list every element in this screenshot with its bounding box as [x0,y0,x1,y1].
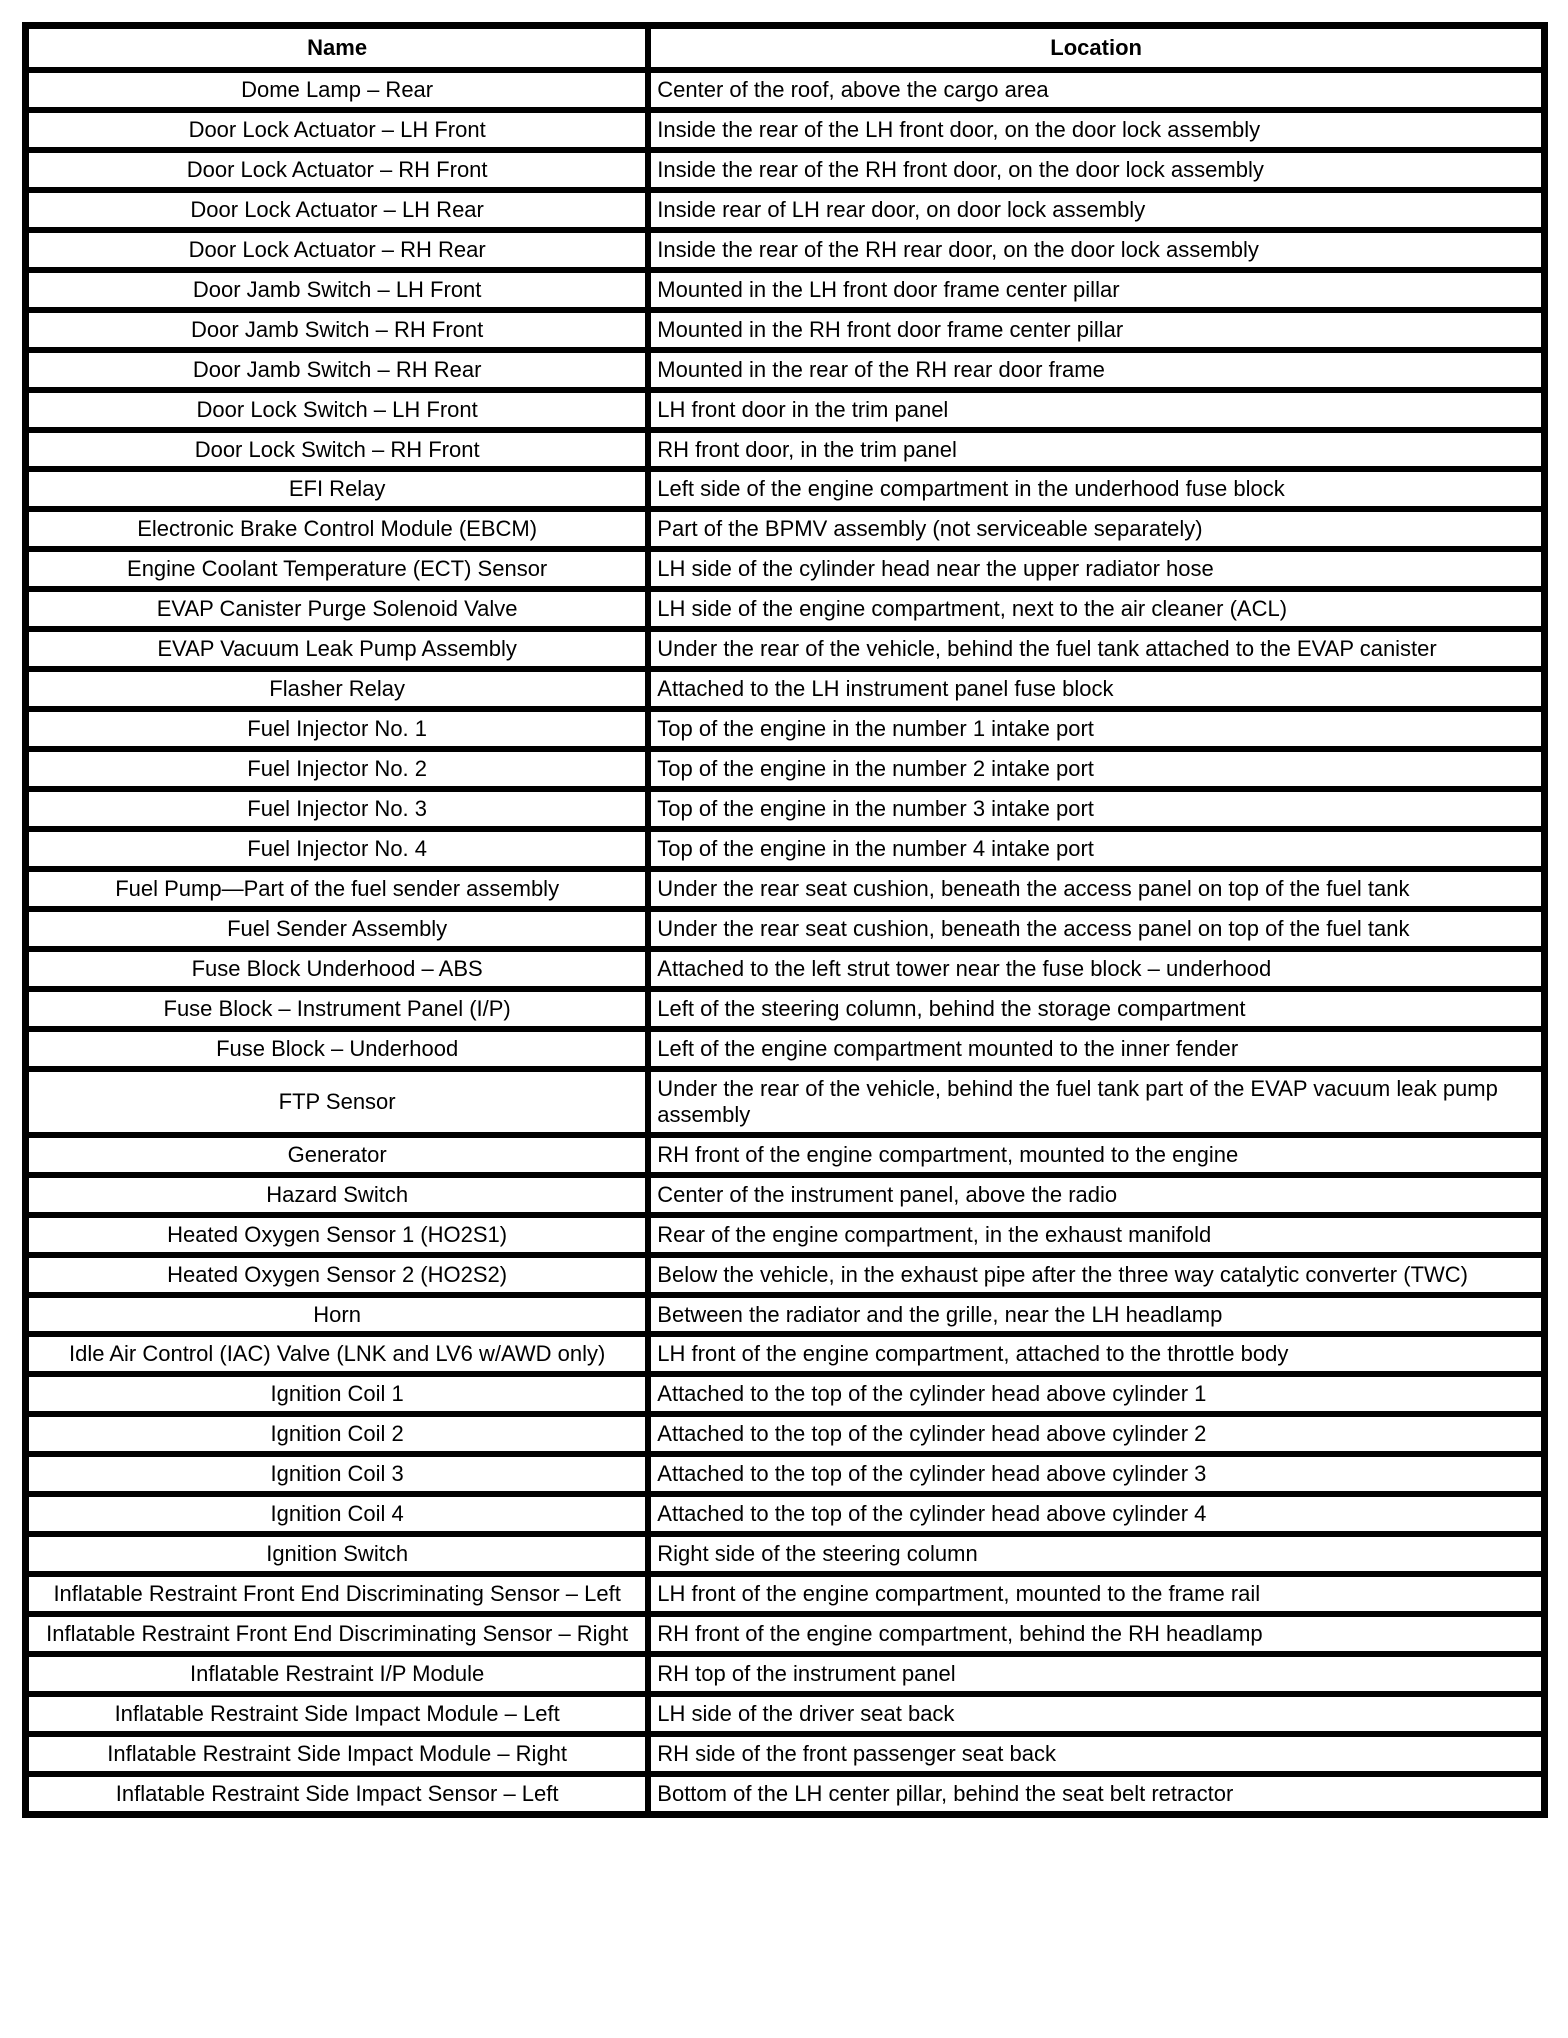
component-location-cell: Inside the rear of the RH rear door, on the door lock assembly [648,230,1544,270]
component-location-cell: Attached to the top of the cylinder head above cylinder 2 [648,1414,1544,1454]
component-location-cell: Under the rear of the vehicle, behind the fuel tank attached to the EVAP canister [648,629,1544,669]
table-row [26,350,1545,390]
component-name-cell: Ignition Coil 2 [26,1414,649,1454]
table-row [26,1774,1545,1814]
table-row [26,1494,1545,1534]
component-location-cell: RH side of the front passenger seat back [648,1734,1544,1774]
table-row [26,390,1545,430]
component-name-cell: Inflatable Restraint Side Impact Module – Left [26,1694,649,1734]
table-row [26,1215,1545,1255]
component-name-cell: EFI Relay [26,469,649,509]
component-location-cell: Top of the engine in the number 1 intake port [648,709,1544,749]
component-name-cell: FTP Sensor [26,1069,649,1135]
component-location-cell: Attached to the top of the cylinder head above cylinder 3 [648,1454,1544,1494]
table-row [26,1069,1545,1135]
table-row [26,1334,1545,1374]
component-name-cell: Horn [26,1295,649,1335]
component-name-cell: Door Lock Actuator – RH Front [26,150,649,190]
table-row [26,430,1545,470]
table-row [26,70,1545,110]
component-location-cell: Inside the rear of the LH front door, on the door lock assembly [648,110,1544,150]
component-location-cell: Part of the BPMV assembly (not serviceable separately) [648,509,1544,549]
table-row [26,270,1545,310]
component-location-cell: Center of the instrument panel, above the radio [648,1175,1544,1215]
component-name-cell: Door Jamb Switch – LH Front [26,270,649,310]
component-location-cell: LH side of the engine compartment, next to the air cleaner (ACL) [648,589,1544,629]
component-location-cell: RH front of the engine compartment, mounted to the engine [648,1135,1544,1175]
table-row [26,949,1545,989]
component-name-cell: Inflatable Restraint I/P Module [26,1654,649,1694]
table-row [26,789,1545,829]
component-name-cell: Hazard Switch [26,1175,649,1215]
component-name-cell: Door Jamb Switch – RH Front [26,310,649,350]
component-location-cell: LH front door in the trim panel [648,390,1544,430]
component-name-cell: Inflatable Restraint Side Impact Module – Right [26,1734,649,1774]
component-location-cell: Right side of the steering column [648,1534,1544,1574]
component-location-cell: Mounted in the RH front door frame center pillar [648,310,1544,350]
component-location-cell: Center of the roof, above the cargo area [648,70,1544,110]
component-location-cell: Attached to the LH instrument panel fuse block [648,669,1544,709]
table-row [26,1295,1545,1335]
component-location-cell: RH top of the instrument panel [648,1654,1544,1694]
table-row [26,1414,1545,1454]
component-name-cell: Fuse Block – Underhood [26,1029,649,1069]
component-name-cell: Ignition Coil 3 [26,1454,649,1494]
component-name-cell: Fuse Block Underhood – ABS [26,949,649,989]
component-name-cell: Fuel Sender Assembly [26,909,649,949]
table-row [26,190,1545,230]
component-location-cell: Left of the engine compartment mounted to the inner fender [648,1029,1544,1069]
table-row [26,1029,1545,1069]
component-location-cell: Inside rear of LH rear door, on door lock assembly [648,190,1544,230]
component-name-cell: Ignition Coil 4 [26,1494,649,1534]
component-location-cell: Attached to the top of the cylinder head above cylinder 4 [648,1494,1544,1534]
table-row [26,150,1545,190]
component-location-cell: RH front of the engine compartment, behind the RH headlamp [648,1614,1544,1654]
component-name-cell: Flasher Relay [26,669,649,709]
table-row [26,1135,1545,1175]
component-location-table [22,22,1548,1818]
component-location-cell: Attached to the top of the cylinder head above cylinder 1 [648,1374,1544,1414]
table-row [26,749,1545,789]
component-location-cell: Left of the steering column, behind the storage compartment [648,989,1544,1029]
table-row [26,469,1545,509]
component-name-cell: Inflatable Restraint Front End Discriminating Sensor – Left [26,1574,649,1614]
component-location-cell: LH front of the engine compartment, attached to the throttle body [648,1334,1544,1374]
component-location-cell: Left side of the engine compartment in the underhood fuse block [648,469,1544,509]
table-row [26,829,1545,869]
component-name-cell: Inflatable Restraint Front End Discriminating Sensor – Right [26,1614,649,1654]
component-name-cell: EVAP Canister Purge Solenoid Valve [26,589,649,629]
component-name-cell: Inflatable Restraint Side Impact Sensor – Left [26,1774,649,1814]
component-name-cell: Ignition Switch [26,1534,649,1574]
component-name-cell: Door Lock Switch – RH Front [26,430,649,470]
component-name-cell: Door Lock Actuator – LH Rear [26,190,649,230]
table-row [26,1175,1545,1215]
table-row [26,589,1545,629]
table-header [26,26,1545,70]
table-row [26,230,1545,270]
component-location-cell: Mounted in the rear of the RH rear door frame [648,350,1544,390]
component-location-cell: LH side of the driver seat back [648,1694,1544,1734]
column-header-name: Name [26,26,649,70]
component-location-cell: Below the vehicle, in the exhaust pipe after the three way catalytic converter (TWC) [648,1255,1544,1295]
table-row [26,1694,1545,1734]
component-name-cell: Fuel Injector No. 2 [26,749,649,789]
table-row [26,509,1545,549]
table-row [26,549,1545,589]
component-location-cell: Under the rear seat cushion, beneath the access panel on top of the fuel tank [648,869,1544,909]
table-row [26,110,1545,150]
table-row [26,1374,1545,1414]
component-location-cell: LH front of the engine compartment, mounted to the frame rail [648,1574,1544,1614]
component-name-cell: Dome Lamp – Rear [26,70,649,110]
component-location-cell: Mounted in the LH front door frame center pillar [648,270,1544,310]
component-name-cell: Idle Air Control (IAC) Valve (LNK and LV6 w/AWD only) [26,1334,649,1374]
table-row [26,310,1545,350]
table-row [26,869,1545,909]
component-name-cell: Door Lock Actuator – LH Front [26,110,649,150]
component-location-cell: LH side of the cylinder head near the upper radiator hose [648,549,1544,589]
table-body [26,70,1545,1814]
component-name-cell: Fuel Injector No. 4 [26,829,649,869]
component-location-cell: Between the radiator and the grille, near the LH headlamp [648,1295,1544,1335]
component-name-cell: Door Jamb Switch – RH Rear [26,350,649,390]
component-location-cell: Top of the engine in the number 2 intake port [648,749,1544,789]
component-location-cell: Under the rear seat cushion, beneath the access panel on top of the fuel tank [648,909,1544,949]
component-location-cell: Top of the engine in the number 3 intake port [648,789,1544,829]
column-header-location: Location [648,26,1544,70]
component-name-cell: Heated Oxygen Sensor 1 (HO2S1) [26,1215,649,1255]
header-row [26,26,1545,70]
component-name-cell: Fuel Injector No. 1 [26,709,649,749]
table-row [26,1614,1545,1654]
component-location-cell: Inside the rear of the RH front door, on the door lock assembly [648,150,1544,190]
component-name-cell: Fuel Injector No. 3 [26,789,649,829]
table-row [26,1255,1545,1295]
component-name-cell: Fuse Block – Instrument Panel (I/P) [26,989,649,1029]
component-location-cell: RH front door, in the trim panel [648,430,1544,470]
component-location-cell: Top of the engine in the number 4 intake port [648,829,1544,869]
table-row [26,1454,1545,1494]
table-row [26,629,1545,669]
table-row [26,989,1545,1029]
component-location-cell: Attached to the left strut tower near the fuse block – underhood [648,949,1544,989]
component-name-cell: Door Lock Switch – LH Front [26,390,649,430]
component-name-cell: Electronic Brake Control Module (EBCM) [26,509,649,549]
component-location-cell: Rear of the engine compartment, in the exhaust manifold [648,1215,1544,1255]
table-row [26,1574,1545,1614]
component-name-cell: Fuel Pump—Part of the fuel sender assembly [26,869,649,909]
table-row [26,909,1545,949]
table-row [26,669,1545,709]
component-name-cell: EVAP Vacuum Leak Pump Assembly [26,629,649,669]
component-location-cell: Under the rear of the vehicle, behind the fuel tank part of the EVAP vacuum leak pump assembly [648,1069,1544,1135]
table-row [26,709,1545,749]
component-name-cell: Door Lock Actuator – RH Rear [26,230,649,270]
component-name-cell: Heated Oxygen Sensor 2 (HO2S2) [26,1255,649,1295]
table-row [26,1654,1545,1694]
table-row [26,1534,1545,1574]
component-name-cell: Ignition Coil 1 [26,1374,649,1414]
table-row [26,1734,1545,1774]
component-name-cell: Engine Coolant Temperature (ECT) Sensor [26,549,649,589]
component-name-cell: Generator [26,1135,649,1175]
component-location-cell: Bottom of the LH center pillar, behind the seat belt retractor [648,1774,1544,1814]
